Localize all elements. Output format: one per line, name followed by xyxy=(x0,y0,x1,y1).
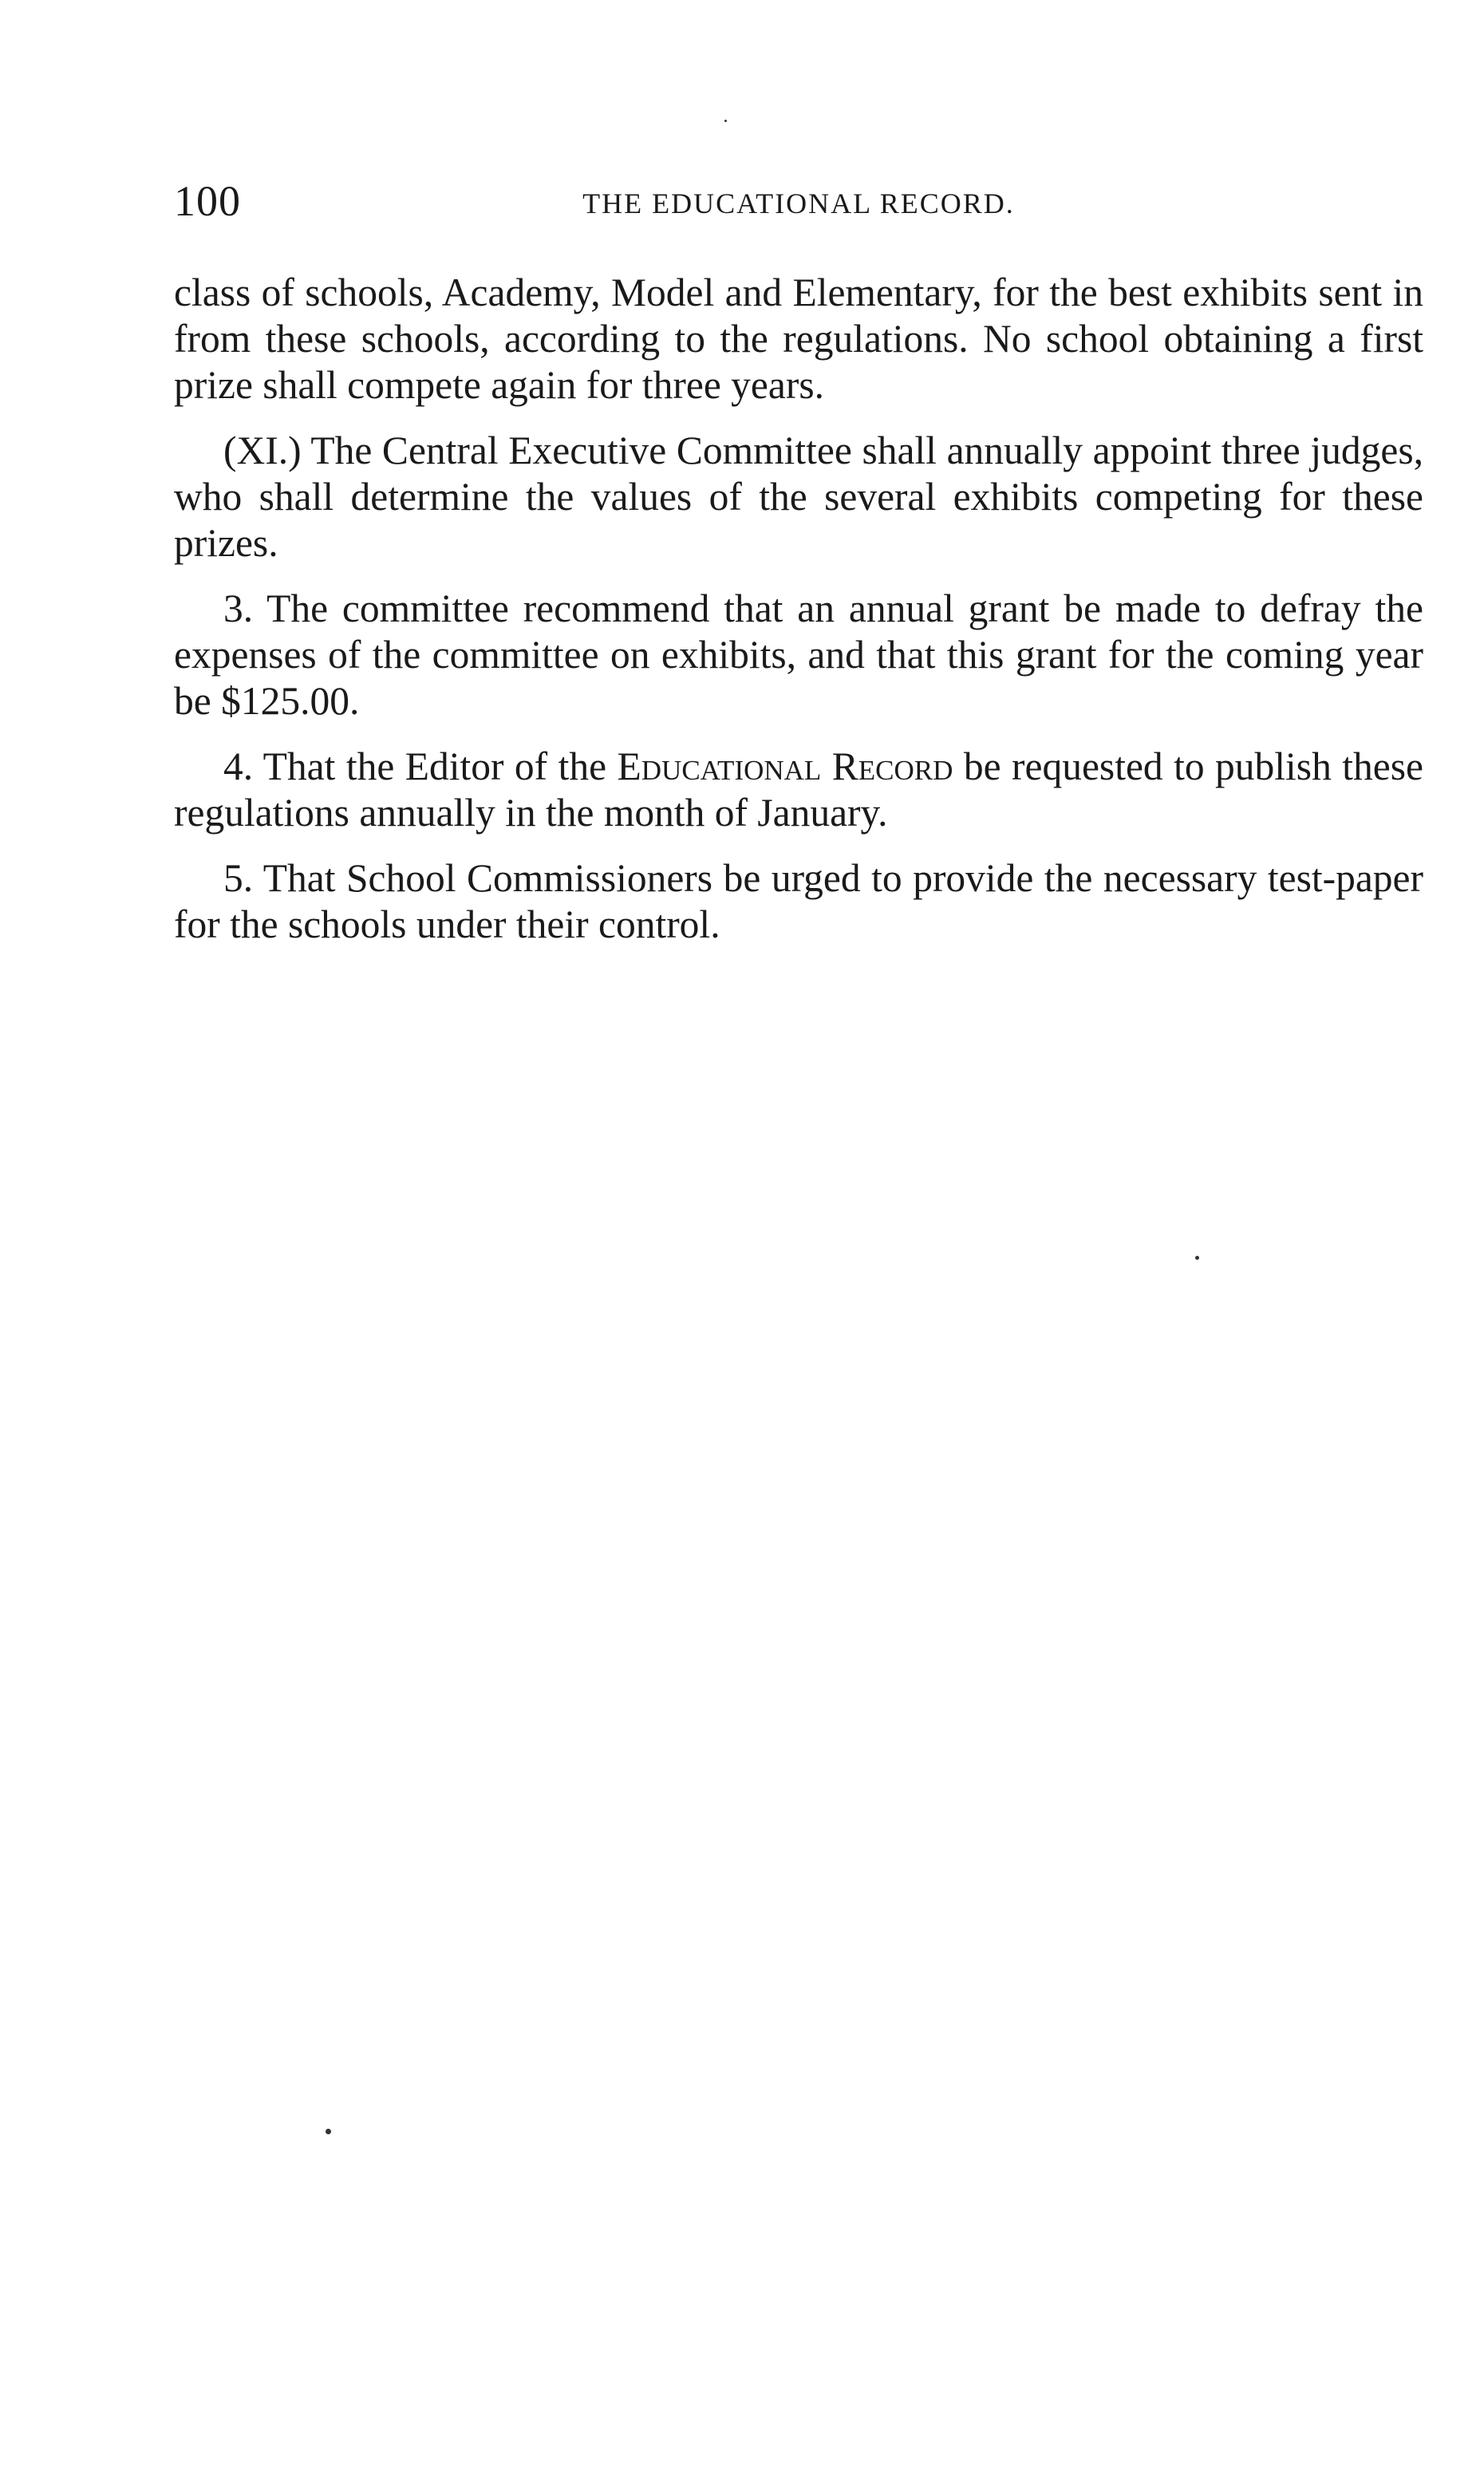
page-header xyxy=(174,177,1423,233)
paragraph-item-4 xyxy=(174,744,1423,836)
journal-title-small-caps: Educational Record xyxy=(617,744,953,788)
paragraph-item-4-pre: 4. That the Editor of the xyxy=(223,744,618,788)
page-number: 100 xyxy=(174,177,241,225)
running-head: THE EDUCATIONAL RECORD. xyxy=(582,188,1015,219)
scan-speck xyxy=(1195,1256,1199,1260)
paragraph-item-5: 5. That School Commissioners be urged to provide the necessary test-paper for the schools under their control. xyxy=(174,856,1423,946)
paragraph-item-3: 3. The committee recommend that an annual grant be made to defray the expenses of the committee on exhibits, and that this grant for the coming year be $125.00. xyxy=(174,586,1423,723)
scan-speck xyxy=(724,120,727,122)
paragraph-section-xi: (XI.) The Central Executive Committee shall annually appoint three judges, who shall determine the values of the several exhibits competing for these prizes. xyxy=(174,428,1423,565)
paragraph-item-4-post: be requested to publish these regulations annually in the month of January. xyxy=(174,744,1423,835)
paragraph-continuation: class of schools, Academy, Model and Elementary, for the best exhibits sent in from these schools, according to the regulations. No school obtaining a first prize shall compete again for three years. xyxy=(174,270,1423,407)
scan-speck xyxy=(326,2129,331,2134)
body-text xyxy=(174,270,1423,967)
